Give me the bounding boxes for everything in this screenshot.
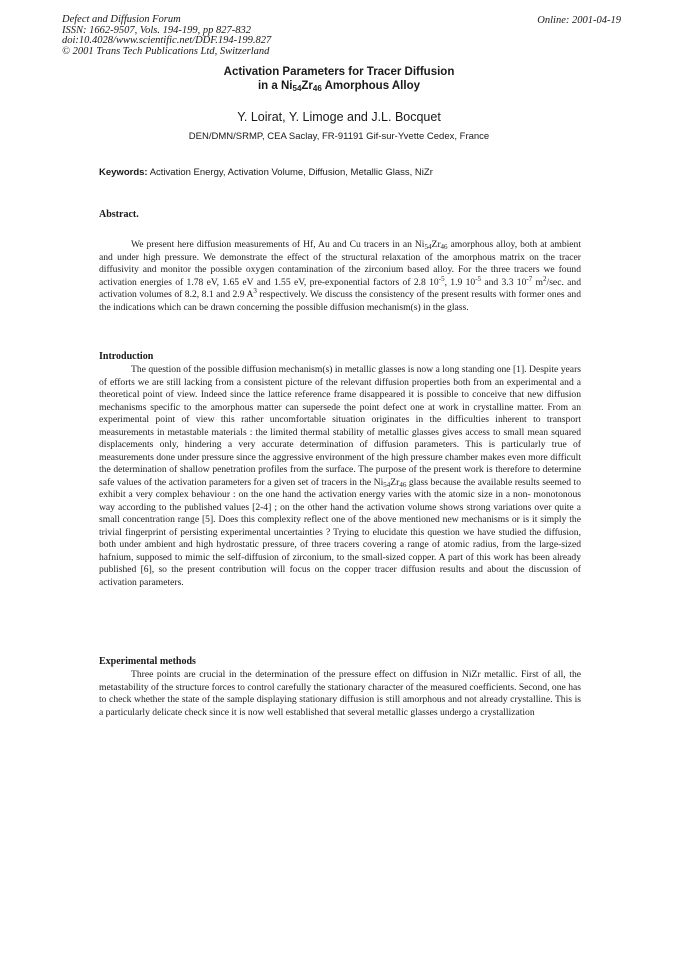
text-run: , 1.9 10 bbox=[444, 276, 476, 288]
paper-title-line-2 bbox=[0, 80, 678, 93]
text-run: respectively. We discuss the consistency of the present results with former ones and the indications which can be drawn concerning the possible diffusion mechanism(s) in the glass. bbox=[99, 289, 581, 313]
doi-link[interactable]: doi:10.4028/www.scientific.net/DDF.194-199.827 bbox=[62, 35, 272, 46]
subscript: 46 bbox=[440, 243, 448, 251]
text-run: /sec. and activation volumes of 8.2, 8.1 and 2.9 A bbox=[99, 276, 582, 300]
affiliation: DEN/DMN/SRMP, CEA Saclay, FR-91191 Gif-sur-Yvette Cedex, France bbox=[188, 131, 490, 142]
issn-line: ISSN: 1662-9507, Vols. 194-199, pp 827-832 bbox=[62, 24, 251, 36]
text-run: glass because the available results seemed to exhibit a very complex behaviour : on the one hand the activation energy varies with the atomic size in a non- monotonous way according to the published values [2-4] ; on the other hand the activation volume shows strong variations over quite a small concentration range [5]. Does this complexity reflect one of the above mentioned new mechanisms or is it simply the trivial fingerprint of persisting experimental uncertainties ? Trying to elucidate this question we have studied the diffusion, both under ambient and high hydrostatic pressure, of three tracers covering a range of atomic radius, from the large-sized hafnium, supposed to mimic the self-diffusion of zirconium, to the small-sized copper. A part of this work has been already published [6], so the present contribution will focus on the copper tracer diffusion results and about the discussion of activation parameters. bbox=[99, 476, 581, 588]
title-subscript: 46 bbox=[312, 84, 322, 93]
subscript: 54 bbox=[383, 480, 391, 489]
title-text: in a Ni bbox=[257, 80, 293, 92]
introduction-heading: Introduction bbox=[99, 351, 154, 362]
superscript: 3 bbox=[253, 287, 257, 295]
journal-metadata bbox=[62, 15, 271, 57]
text-run: Zr bbox=[390, 476, 400, 488]
methods-heading: Experimental methods bbox=[99, 656, 196, 667]
superscript: 2 bbox=[543, 274, 547, 283]
text-run: m bbox=[532, 276, 544, 288]
text-run: We present here diffusion measurements of Hf, Au and Cu tracers in an Ni bbox=[131, 239, 425, 250]
journal-name: Defect and Diffusion Forum bbox=[62, 14, 181, 25]
author-list: Y. Loirat, Y. Limoge and J.L. Bocquet bbox=[237, 110, 441, 124]
superscript: -7 bbox=[526, 274, 533, 283]
paper-title-line-1: Activation Parameters for Tracer Diffusion bbox=[223, 66, 455, 78]
online-date: Online: 2001-04-19 bbox=[537, 15, 621, 26]
methods-paragraph: Three points are crucial in the determination of the pressure effect on diffusion in NiZr metallic. First of all, the metastability of the structure forces to control carefully the stationary character of the measured coefficients. Second, one has to check whether the state of the sample displaying stationary diffusion is still amorphous and not already crystalline. This is a particularly delicate check since it is now well established that several metallic glasses undergo a crystallization bbox=[99, 669, 581, 718]
abstract-heading: Abstract. bbox=[99, 209, 139, 220]
title-subscript: 54 bbox=[292, 84, 302, 93]
title-text: Amorphous Alloy bbox=[321, 80, 420, 92]
keywords-label: Keywords: bbox=[99, 167, 148, 178]
title-text: Zr bbox=[301, 80, 313, 92]
introduction-paragraph bbox=[99, 364, 581, 589]
abstract-paragraph bbox=[99, 239, 581, 314]
text-run: amorphous alloy, both at ambient and under high pressure. We demonstrate the effect of the structural relaxation of the amorphous matrix on the tracer diffusivity and monitor the possible oxygen contamination of the zirconium based alloy. For the three tracers we found activation energies of 1.78 eV, 1.65 eV and 1.55 eV, pre-exponential factors of 2.8 10 bbox=[99, 239, 581, 288]
subscript: 54 bbox=[424, 243, 432, 251]
text-run: Zr bbox=[431, 239, 441, 250]
superscript: -5 bbox=[475, 274, 482, 283]
subscript: 46 bbox=[399, 480, 407, 489]
copyright-line: © 2001 Trans Tech Publications Ltd, Switzerland bbox=[62, 45, 270, 57]
text-run: The question of the possible diffusion mechanism(s) in metallic glasses is now a long standing one [1]. Despite years of efforts we are still lacking from a consistent picture of the relevant diffusion properties both from an experimental and a theoretical point of view. Indeed since the lattice reference frame disappeared it is possible to conceive that new diffusion mechanisms specific to the amorphous matter can supersede the point defect one at work in crystalline matter. From an experimental point of view this rather uncomfortable situation originates in the difficulties inherent to transport measurements in metastable materials : the limited thermal stability of metallic glasses gives access to small mean squared displacements only, hindering a very accurate determination of diffusion parameters. This is particularly true of measurements done under pressure since the aggressive environment of the high pressure chamber makes even more difficult the determination of shallow penetration profiles from the surface. The purpose of the present work is therefore to determine safe values of the activation parameters for a given set of tracers in the Ni bbox=[99, 364, 581, 488]
text-run: and 3.3 10 bbox=[481, 276, 527, 288]
superscript: -5 bbox=[438, 274, 445, 283]
keywords-text: Activation Energy, Activation Volume, Diffusion, Metallic Glass, NiZr bbox=[147, 167, 433, 178]
keywords-line bbox=[99, 167, 433, 178]
